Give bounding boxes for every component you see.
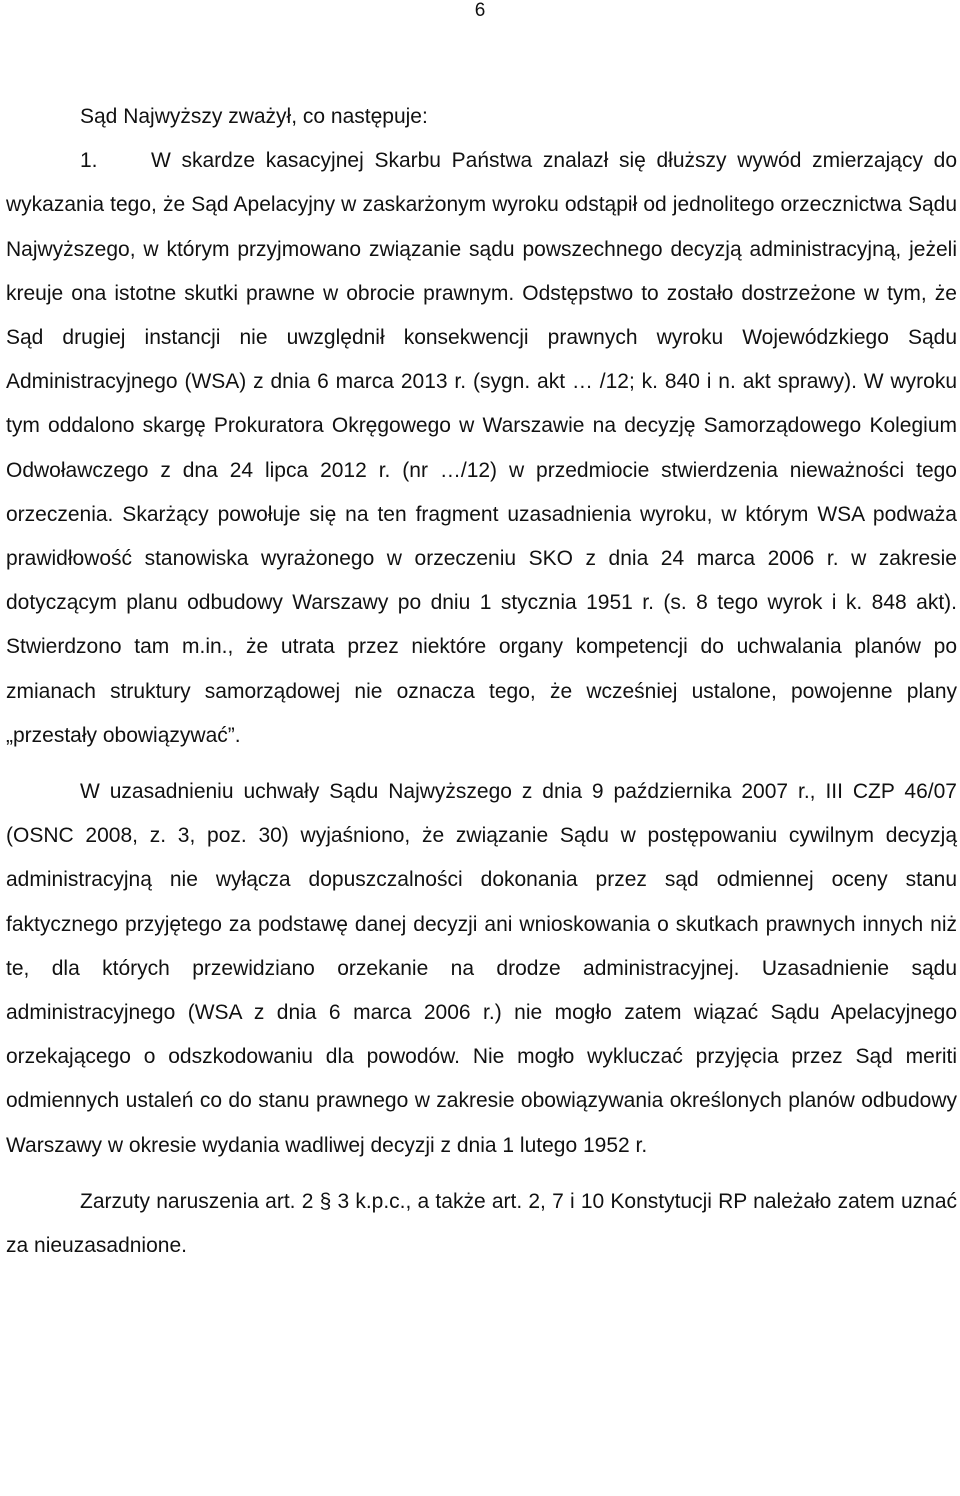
paragraph-2: W uzasadnieniu uchwały Sądu Najwyższego z dnia 9 października 2007 r., III CZP 46/07 (OSNC 2008, z. 3, poz. 30) wyjaśniono, że związanie Sądu w postępowaniu cywilnym decyzją administracyjną nie wyłącza dopuszczalności dokonania przez sąd odmiennej oceny stanu faktycznego przyjętego za podstawę danej decyzji ani wnioskowania o skutkach prawnych innych niż te, dla których przewidziano orzekanie na drodze administracyjnej. Uzasadnienie sądu administracyjnego (WSA z dnia 6 marca 2006 r.) nie mogło zatem wiązać Sądu Apelacyjnego orzekającego o odszkodowaniu dla powodów. Nie mogło wykluczać przyjęcia przez Sąd meriti odmiennych ustaleń co do stanu prawnego w zakresie obowiązywania określonych planów odbudowy Warszawy w okresie wydania wadliwej decyzji z dnia 1 lutego 1952 r.	[6, 780, 957, 1157]
page-number: 6	[474, 0, 486, 21]
section-heading: Sąd Najwyższy zważył, co następuje:	[80, 105, 428, 128]
paragraph-3: Zarzuty naruszenia art. 2 § 3 k.p.c., a także art. 2, 7 i 10 Konstytucji RP należało zatem uznać za nieuzasadnione.	[6, 1189, 957, 1258]
paragraph-1: 1. W skardze kasacyjnej Skarbu Państwa znalazł się dłuższy wywód zmierzający do wykazania tego, że Sąd Apelacyjny w zaskarżonym wyroku odstąpił od jednolitego orzecznictwa Sądu Najwyższego, w którym przyjmowano związanie sądu powszechnego decyzją administracyjną, jeżeli kreuje ona istotne skutki prawne w obrocie prawnym. Odstępstwo to zostało dostrzeżone w tym, że Sąd drugiej instancji nie uwzględnił konsekwencji prawnych wyroku Wojewódzkiego Sądu Administracyjnego (WSA) z dnia 6 marca 2013 r. (sygn. akt … /12; k. 840 i n. akt sprawy). W wyroku tym oddalono skargę Prokuratora Okręgowego w Warszawie na decyzję Samorządowego Kolegium Odwoławczego z dna 24 lipca 2012 r. (nr …/12) w przedmiocie stwierdzenia nieważności tego orzeczenia. Skarżący powołuje się na ten fragment uzasadnienia wyroku, w którym WSA podważa prawidłowość stanowiska wyrażonego w orzeczeniu SKO z dnia 24 marca 2006 r. w zakresie dotyczącym planu odbudowy Warszawy po dniu 1 stycznia 1951 r. (s. 8 tego wyrok i k. 848 akt). Stwierdzono tam m.in., że utrata przez niektóre organy kompetencji do uchwalania planów po zmianach struktury samorządowej nie oznacza tego, że wcześniej ustalone, powojenne plany „przestały obowiązywać”.	[6, 149, 957, 747]
document-body	[6, 95, 957, 1268]
